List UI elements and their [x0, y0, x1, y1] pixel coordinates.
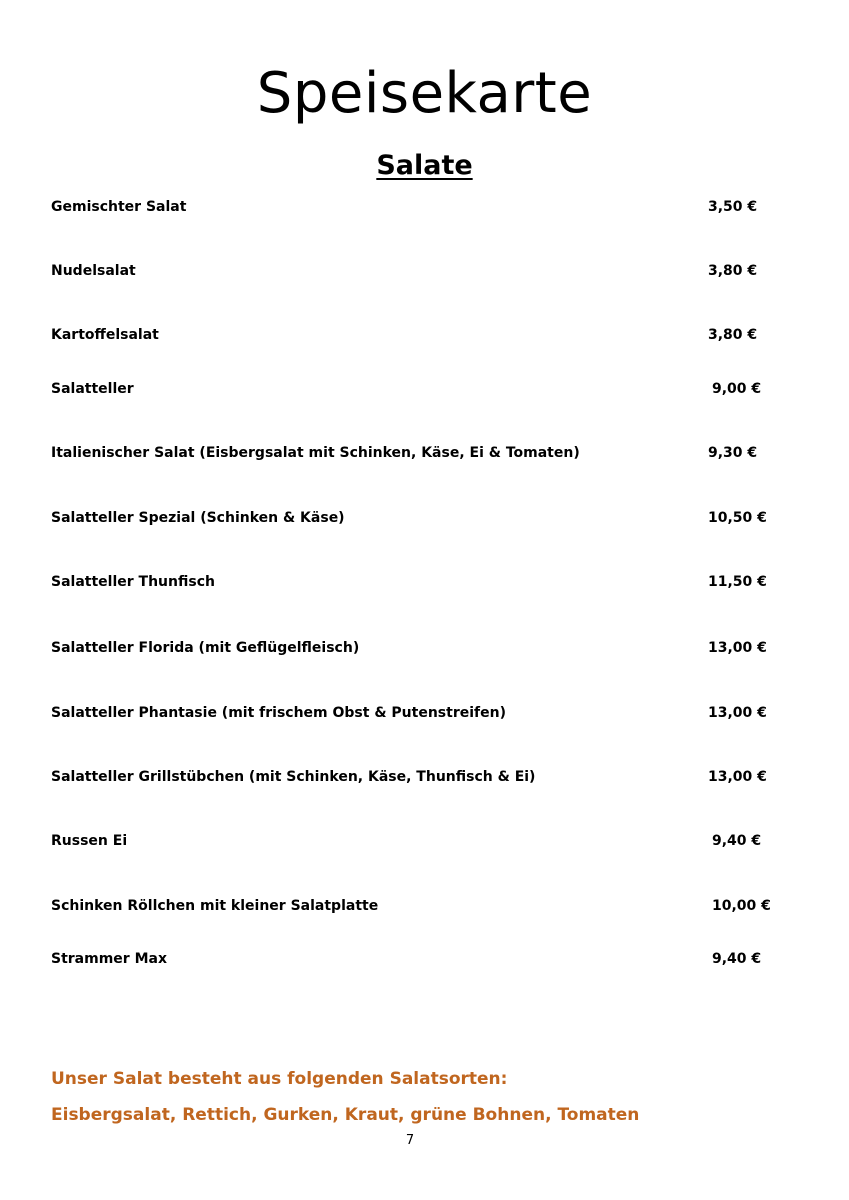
salad-note-varieties: Eisbergsalat, Rettich, Gurken, Kraut, grüne Bohnen, Tomaten [51, 1105, 640, 1125]
menu-item [0, 830, 849, 852]
menu-item-name: Russen Ei [51, 833, 128, 849]
menu-item-name: Gemischter Salat [51, 199, 187, 215]
menu-item [0, 507, 849, 529]
page-title: Speisekarte [256, 61, 593, 126]
menu-item-name: Strammer Max [51, 951, 167, 967]
menu-item-name: Salatteller Phantasie (mit frischem Obst & Putenstreifen) [51, 705, 506, 721]
section-title: Salate [376, 150, 473, 181]
menu-item-price: 10,00 € [712, 898, 771, 914]
menu-item-name: Salatteller Grillstübchen (mit Schinken, Käse, Thunfisch & Ei) [51, 769, 536, 785]
menu-item-price: 9,30 € [708, 445, 758, 461]
menu-item-price: 3,50 € [708, 199, 758, 215]
menu-item [0, 196, 849, 218]
menu-item-price: 13,00 € [708, 640, 767, 656]
menu-item [0, 442, 849, 464]
salad-note-heading: Unser Salat besteht aus folgenden Salatsorten: [51, 1069, 508, 1089]
menu-item-name: Kartoffelsalat [51, 327, 159, 343]
menu-item [0, 378, 849, 400]
menu-item-price: 9,00 € [712, 381, 762, 397]
menu-item-name: Salatteller Thunfisch [51, 574, 215, 590]
menu-item-price: 10,50 € [708, 510, 767, 526]
menu-item-name: Salatteller [51, 381, 134, 397]
menu-item [0, 260, 849, 282]
menu-item-name: Salatteller Spezial (Schinken & Käse) [51, 510, 345, 526]
menu-item-name: Nudelsalat [51, 263, 136, 279]
menu-item-name: Schinken Röllchen mit kleiner Salatplatte [51, 898, 379, 914]
menu-item [0, 895, 849, 917]
menu-item [0, 766, 849, 788]
menu-item-name: Italienischer Salat (Eisbergsalat mit Schinken, Käse, Ei & Tomaten) [51, 445, 580, 461]
menu-item [0, 571, 849, 593]
menu-item [0, 948, 849, 970]
menu-item-price: 13,00 € [708, 705, 767, 721]
menu-item-price: 9,40 € [712, 951, 762, 967]
page-number: 7 [405, 1133, 415, 1148]
menu-item-price: 11,50 € [708, 574, 767, 590]
menu-item [0, 702, 849, 724]
menu-item [0, 637, 849, 659]
menu-item-price: 3,80 € [708, 327, 758, 343]
menu-item-price: 3,80 € [708, 263, 758, 279]
menu-item-price: 13,00 € [708, 769, 767, 785]
menu-item [0, 324, 849, 346]
menu-item-name: Salatteller Florida (mit Geflügelfleisch) [51, 640, 360, 656]
menu-item-price: 9,40 € [712, 833, 762, 849]
